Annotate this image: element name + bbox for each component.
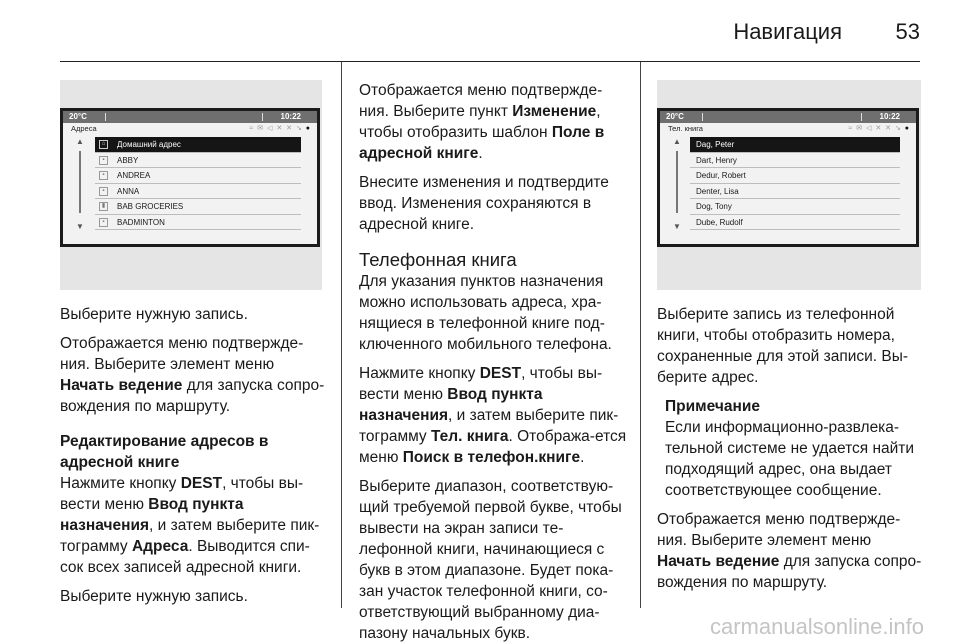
screen-title: Адреса [71, 124, 97, 133]
contact-icon: ▪ [99, 218, 108, 227]
list-item[interactable]: ▪ ABBY [95, 153, 301, 169]
column-3-text [657, 304, 925, 601]
address-list [95, 137, 301, 230]
list-item[interactable]: ▪ ANDREA [95, 168, 301, 184]
home-icon: ⌂ [99, 140, 108, 149]
paragraph: Для указания пунктов назначения можно использовать адреса, хра-нящиеся в телефонной книге под-ключенного мобильного телефона. [359, 273, 612, 353]
paragraph: Выберите диапазон, соответствую-щий требуемой первой букве, чтобы вывести на экран записи те-лефонной книги, начинающиеся с букв в этом диапазоне. Будет пока-зан участок телефонной книги, со-ответствующий выбранному диа-пазону начальных букв. [359, 478, 622, 642]
note-box [657, 396, 925, 501]
paragraph: Выберите нужную запись. [60, 588, 248, 605]
note-heading: Примечание [665, 398, 760, 415]
column-divider [341, 62, 342, 608]
list-item[interactable]: Dart, Henry [690, 153, 900, 169]
scrollbar[interactable] [75, 137, 85, 231]
scroll-up-icon[interactable]: ▲ [673, 137, 681, 146]
note-text: Если информационно-развлека-тельной системе не удается найти подходящий адрес, она выдает соответствующее сообщение. [665, 419, 915, 499]
list-item[interactable]: Dag, Peter [690, 137, 900, 153]
paragraph: Выберите нужную запись. [60, 306, 248, 323]
column-1-text [60, 304, 328, 615]
status-bar [660, 111, 916, 123]
paragraph: Отображается меню подтвержде-ния. Выберите пункт Изменение, чтобы отобразить шаблон Поле в адресной книге. [359, 82, 605, 162]
scrollbar[interactable] [672, 137, 682, 231]
list-item[interactable]: Denter, Lisa [690, 184, 900, 200]
list-item[interactable]: ▮ BAB GROCERIES [95, 199, 301, 215]
clock: 10:22 [879, 112, 900, 121]
column-divider [640, 62, 641, 608]
list-item[interactable]: ⌂ Домашний адрес [95, 137, 301, 153]
contact-icon: ▪ [99, 187, 108, 196]
scroll-up-icon[interactable]: ▲ [76, 137, 84, 146]
scroll-down-icon[interactable]: ▼ [673, 222, 681, 231]
screenshot-address-book [60, 80, 322, 290]
column-2-text [359, 80, 629, 642]
paragraph: Внесите изменения и подтвердите ввод. Изменения сохраняются в адресной книге. [359, 174, 609, 233]
paragraph: Нажмите кнопку DEST, чтобы вы-вести меню Ввод пункта назначения, и затем выберите пик-тограмму Адреса. Выводится спи-сок всех записей адресной книги. [60, 475, 320, 576]
contact-icon: ▪ [99, 156, 108, 165]
list-item[interactable]: ▪ ANNA [95, 184, 301, 200]
section-heading: Телефонная книга [359, 249, 517, 270]
display-screen [657, 108, 919, 247]
paragraph: Нажмите кнопку DEST, чтобы вы-вести меню Ввод пункта назначения, и затем выберите пик-тограмму Тел. книга. Отобража-ется меню Поиск в телефон.книге. [359, 365, 627, 466]
clock: 10:22 [280, 112, 301, 121]
temperature: 20°C [666, 112, 684, 121]
list-item[interactable]: ▪ BADMINTON [95, 215, 301, 231]
section-title: Навигация [733, 19, 842, 44]
watermark: carmanualsonline.info [709, 614, 924, 639]
poi-icon: ▮ [99, 202, 108, 211]
display-screen [60, 108, 320, 247]
list-item[interactable]: Dedur, Robert [690, 168, 900, 184]
paragraph: Выберите запись из телефонной книги, чтобы отобразить номера, сохраненные для этой записи. Вы-берите адрес. [657, 306, 909, 386]
screen-title: Тел. книга [668, 124, 703, 133]
scroll-down-icon[interactable]: ▼ [76, 222, 84, 231]
page-header [60, 0, 920, 62]
screenshot-phone-book [657, 80, 921, 290]
status-icons: ≈ ✉ ◁ ✕ ✕ ↘ ● [848, 125, 910, 132]
contact-icon: ▪ [99, 171, 108, 180]
status-bar [63, 111, 317, 123]
screen-title-row [63, 123, 317, 135]
list-item[interactable]: Dube, Rudolf [690, 215, 900, 231]
paragraph: Отображается меню подтвержде-ния. Выберите элемент меню Начать ведение для запуска сопро-вождения по маршруту. [657, 511, 922, 591]
temperature: 20°C [69, 112, 87, 121]
list-item[interactable]: Dog, Tony [690, 199, 900, 215]
subheading: Редактирование адресов в адресной книге [60, 433, 269, 471]
status-icons: ≈ ✉ ◁ ✕ ✕ ↘ ● [249, 125, 311, 132]
page-number: 53 [895, 19, 920, 44]
phonebook-list [690, 137, 900, 230]
paragraph: Отображается меню подтвержде-ния. Выберите элемент меню Начать ведение для запуска сопро-вождения по маршруту. [60, 335, 325, 415]
screen-title-row [660, 123, 916, 135]
